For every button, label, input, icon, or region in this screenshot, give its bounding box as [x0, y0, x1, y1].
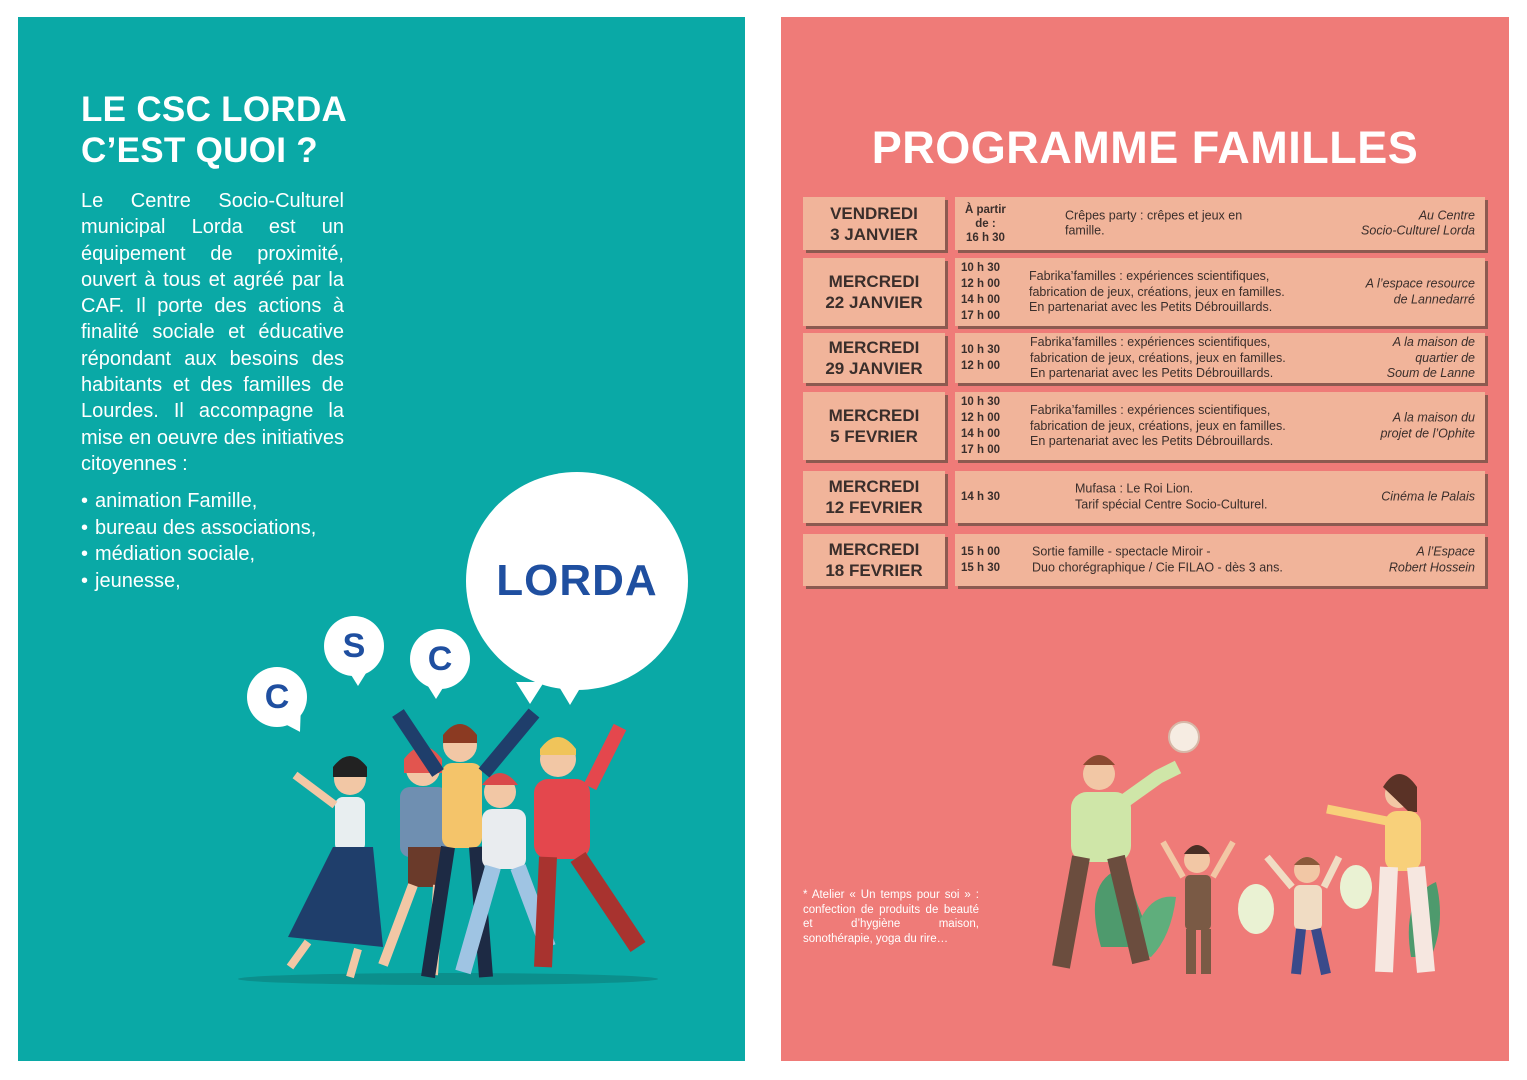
event-times: [961, 342, 1000, 374]
event-time: 12 h 00: [961, 278, 1000, 290]
event-details: [955, 534, 1485, 586]
event-date: [803, 197, 945, 250]
event-location-line: Cinéma le Palais: [1381, 489, 1475, 504]
family-illustration: [1011, 717, 1491, 997]
event-location-line: projet de l’Ophite: [1380, 426, 1475, 440]
people-group-illustration: [218, 687, 698, 1007]
event-time: 12 h 00: [961, 360, 1000, 372]
event-description-line: Tarif spécial Centre Socio-Culturel.: [1075, 497, 1268, 511]
event-time: À partir: [965, 203, 1006, 216]
list-item: • jeunesse,: [81, 568, 316, 595]
event-description-line: famille.: [1065, 223, 1105, 238]
event-weekday: MERCREDI: [828, 477, 920, 496]
event-row: [803, 258, 1489, 326]
right-page: [781, 17, 1509, 1061]
event-time: 15 h 30: [961, 562, 1000, 574]
footnote: * Atelier « Un temps pour soi » : confection de produits de beauté et d’hygiène maison, sonothérapie, yoga du rire…: [803, 889, 979, 945]
event-description-line: Fabrika’familles : expériences scientifiques,: [1030, 402, 1271, 417]
event-time: 10 h 30: [961, 262, 1000, 274]
event-time: 12 h 00: [961, 412, 1000, 424]
event-details: [955, 471, 1485, 523]
event-description-line: fabrication de jeux, créations, jeux en familles.: [1030, 350, 1286, 365]
event-weekday: MERCREDI: [828, 540, 920, 559]
event-day-month: 29 JANVIER: [825, 359, 923, 378]
event-row: [803, 392, 1489, 460]
event-day-month: 22 JANVIER: [825, 293, 923, 312]
event-time: 14 h 00: [961, 294, 1000, 306]
event-description-line: En partenariat avec les Petits Débrouillards.: [1030, 433, 1274, 448]
title-line-1: LE CSC LORDA: [81, 90, 348, 129]
event-description-line: Fabrika’familles : expériences scientifiques,: [1030, 334, 1271, 349]
event-day-month: 5 FEVRIER: [830, 427, 918, 446]
event-description-line: Sortie famille - spectacle Miroir -: [1032, 544, 1211, 559]
event-details: [955, 333, 1485, 383]
lorda-logo-bubble: [466, 472, 688, 690]
event-details: [955, 197, 1485, 250]
event-location-line: de Lannedarré: [1393, 292, 1475, 306]
event-description-line: fabrication de jeux, créations, jeux en familles.: [1029, 284, 1285, 299]
program-title: PROGRAMME FAMILLES: [871, 122, 1419, 173]
event-description-line: Fabrika’familles : expériences scientifiques,: [1029, 268, 1270, 283]
event-time: 10 h 30: [961, 344, 1000, 356]
event-description: [1030, 335, 1286, 382]
event-location-line: Robert Hossein: [1388, 560, 1475, 574]
page-title: [81, 89, 347, 171]
event-times: [961, 260, 1000, 324]
event-location: [1380, 411, 1475, 442]
event-time: 10 h 30: [961, 396, 1000, 408]
event-times: [961, 544, 1000, 576]
event-times: [965, 203, 1006, 245]
event-time: 16 h 30: [965, 231, 1005, 244]
event-time: 15 h 00: [961, 546, 1000, 558]
event-location-line: quartier de: [1415, 350, 1475, 365]
list-item: • animation Famille,: [81, 488, 316, 515]
event-location: [1366, 277, 1475, 308]
event-time: 17 h 00: [961, 444, 1000, 456]
event-time: de :: [975, 217, 996, 230]
event-day-month: 12 FEVRIER: [825, 498, 923, 517]
event-time: 14 h 00: [961, 428, 1000, 440]
left-page: [18, 17, 745, 1061]
event-weekday: VENDREDI: [830, 203, 918, 223]
intro-paragraph: Le Centre Socio-Culturel municipal Lorda est un équipement de proximité, ouvert à tous et agréé par la CAF. Il porte des actions à finalité sociale et éducative répondant aux besoins des habitants et des familles de Lourdes. Il accompagne la mise en oeuvre des initiatives citoyennes :: [81, 190, 344, 475]
event-weekday: MERCREDI: [828, 338, 920, 357]
event-location: [1381, 489, 1475, 505]
event-description-line: Mufasa : Le Roi Lion.: [1075, 481, 1194, 496]
event-date: [803, 258, 945, 326]
bubble-letter: S: [342, 626, 366, 665]
event-location-line: Au Centre: [1418, 208, 1475, 222]
event-date: [803, 392, 945, 460]
bubble-s: [324, 616, 384, 676]
event-time: 14 h 30: [961, 491, 1000, 503]
bubble-letter: C: [427, 639, 453, 678]
event-location-line: Soum de Lanne: [1386, 365, 1475, 380]
event-description-line: En partenariat avec les Petits Débrouillards.: [1030, 365, 1274, 380]
bubble-c-2: [410, 629, 470, 689]
event-date: [803, 333, 945, 383]
event-location: [1387, 335, 1475, 382]
bubble-letter: C: [264, 677, 290, 716]
event-location-line: A l’espace resource: [1365, 276, 1475, 291]
list-item: • médiation sociale,: [81, 541, 316, 568]
event-row: [803, 534, 1489, 586]
event-location: [1361, 208, 1475, 239]
event-time: 17 h 00: [961, 310, 1000, 322]
event-weekday: MERCREDI: [828, 272, 920, 291]
event-row: [803, 333, 1489, 383]
title-line-2: C’EST QUOI ?: [81, 131, 318, 170]
list-item: • bureau des associations,: [81, 515, 316, 542]
event-location: [1389, 545, 1475, 576]
event-description: [1029, 269, 1285, 316]
event-times: [961, 394, 1000, 458]
logo-text: LORDA: [496, 556, 658, 605]
event-description: [1065, 208, 1242, 239]
event-times: [961, 489, 1000, 505]
event-details: [955, 392, 1485, 460]
event-details: [955, 258, 1485, 326]
event-location-line: A la maison du: [1392, 410, 1475, 425]
event-description-line: fabrication de jeux, créations, jeux en familles.: [1030, 418, 1286, 433]
event-description-line: En partenariat avec les Petits Débrouillards.: [1029, 299, 1273, 314]
event-weekday: MERCREDI: [828, 406, 920, 425]
event-description: [1030, 403, 1286, 450]
event-row: [803, 471, 1489, 523]
event-date: [803, 534, 945, 586]
event-location-line: A l’Espace: [1416, 544, 1475, 559]
bubble-tail: [348, 670, 368, 686]
event-row: [803, 197, 1489, 250]
event-date: [803, 471, 945, 523]
event-day-month: 18 FEVRIER: [825, 561, 923, 580]
event-location-line: Socio-Culturel Lorda: [1361, 223, 1475, 238]
event-day-month: 3 JANVIER: [830, 224, 918, 244]
event-description-line: Duo chorégraphique / Cie FILAO - dès 3 ans.: [1032, 560, 1283, 574]
event-description: [1032, 545, 1283, 576]
actions-list: [81, 488, 316, 594]
event-description: [1075, 482, 1267, 513]
event-description-line: Crêpes party : crêpes et jeux en: [1065, 208, 1243, 222]
event-location-line: A la maison de: [1392, 334, 1475, 349]
